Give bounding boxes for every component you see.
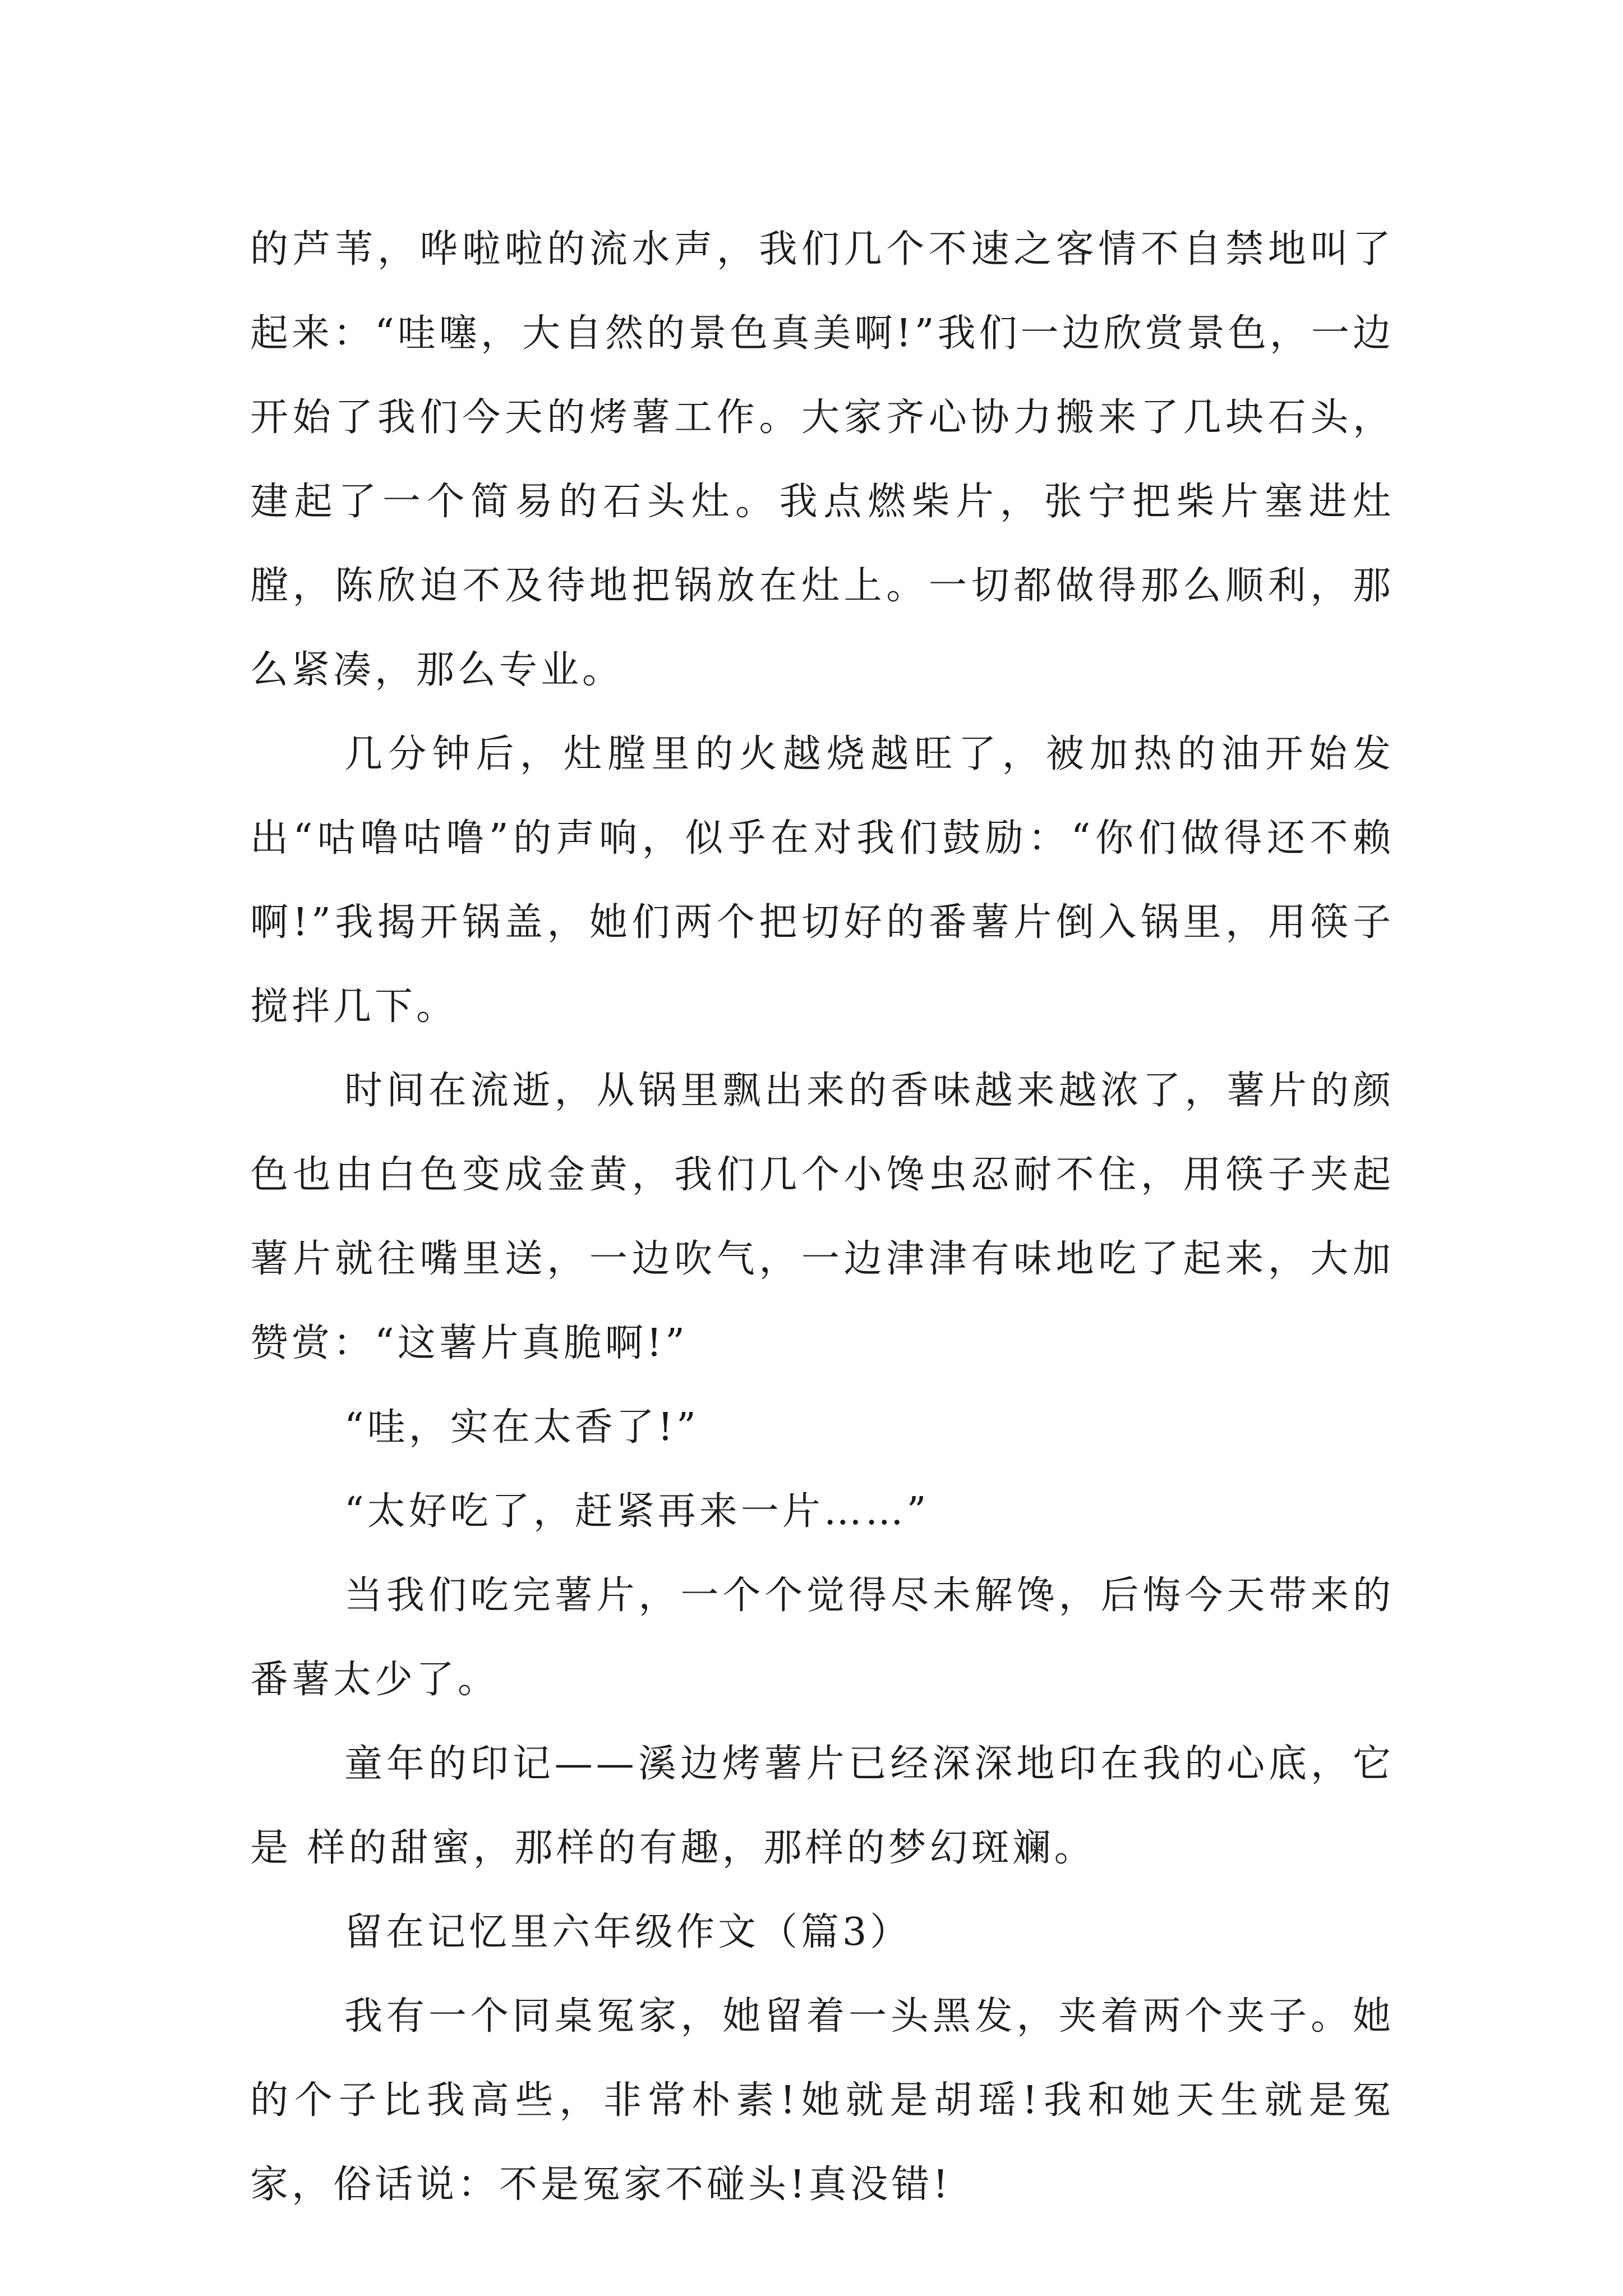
paragraph: 的芦苇，哗啦啦的流水声，我们几个不速之客情不自禁地叫了起来：“哇噻，大自然的景色真美啊!”我们一边欣赏景色，一边开始了我们今天的烤薯工作。大家齐心协力搬来了几块石头，建起了一个简易的石头灶。我点燃柴片，张宁把柴片塞进灶膛，陈欣迫不及待地把锅放在灶上。一切都做得那么顺利，那么紧凑，那么专业。	[250, 227, 1394, 692]
paragraph: 时间在流逝，从锅里飘出来的香味越来越浓了，薯片的颜色也由白色变成金黄，我们几个小馋虫忍耐不住，用筷子夹起薯片就往嘴里送，一边吹气，一边津津有味地吃了起来，大加赞赏：“这薯片真脆啊!”	[250, 1069, 1394, 1365]
body-text	[250, 208, 1394, 2227]
paragraph: 当我们吃完薯片，一个个觉得尽未解馋，后悔今天带来的番薯太少了。	[250, 1573, 1394, 1702]
section-title: 留在记忆里六年级作文（篇3）	[344, 1910, 912, 1954]
dialogue-line: “太好吃了，赶紧再来一片……”	[344, 1489, 930, 1534]
paragraph: 童年的印记——溪边烤薯片已经深深地印在我的心底，它是 样的甜蜜，那样的有趣，那样的梦幻斑斓。	[250, 1742, 1394, 1870]
paragraph: 我有一个同桌冤家，她留着一头黑发，夹着两个夹子。她的个子比我高些，非常朴素!她就是胡瑶!我和她天生就是冤家，俗话说：不是冤家不碰头!真没错!	[250, 1994, 1394, 2207]
paragraph: 几分钟后，灶膛里的火越烧越旺了，被加热的油开始发出“咕噜咕噜”的声响，似乎在对我们鼓励：“你们做得还不赖啊!”我揭开锅盖，她们两个把切好的番薯片倒入锅里，用筷子搅拌几下。	[250, 732, 1394, 1029]
dialogue-line: “哇，实在太香了!”	[344, 1405, 699, 1450]
